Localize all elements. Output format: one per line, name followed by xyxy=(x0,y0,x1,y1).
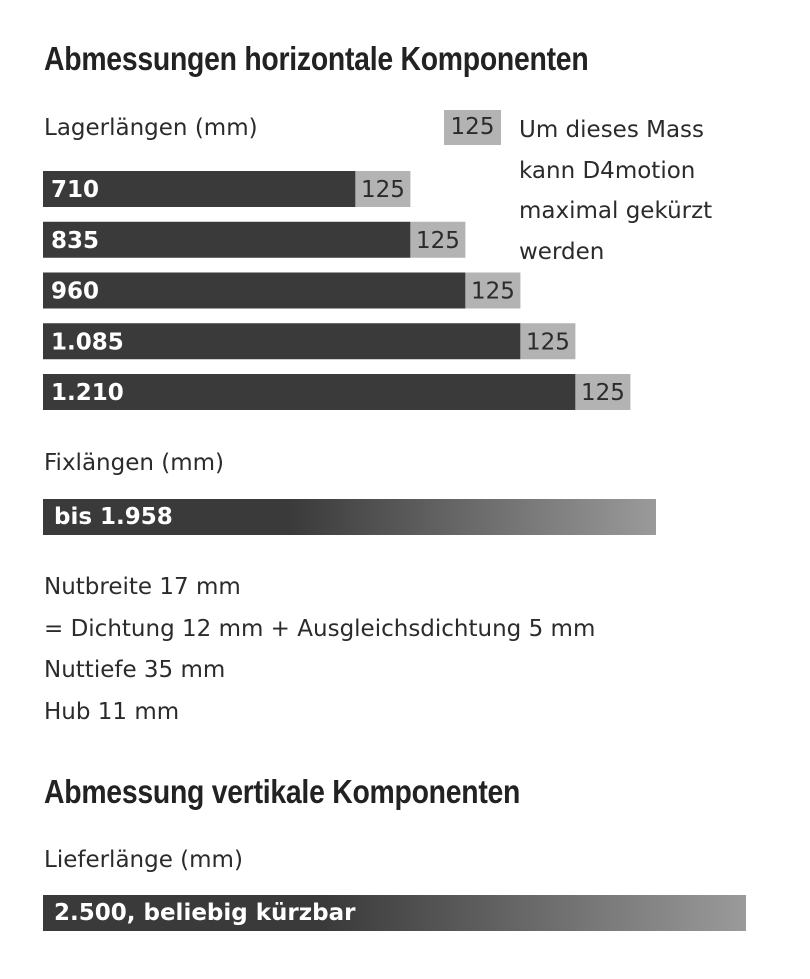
spec-line: Hub 11 mm xyxy=(44,698,180,725)
bar-length xyxy=(43,273,465,309)
lager-bar-chart xyxy=(0,0,810,430)
bar-length-label: 960 xyxy=(51,278,100,305)
bar-length-label: 1.085 xyxy=(51,329,124,356)
liefer-label: Lieferlänge (mm) xyxy=(44,847,243,873)
legend-chip: 125 xyxy=(444,110,501,145)
horizontal-section-title: Abmessungen horizontale Komponenten xyxy=(44,40,589,77)
specs-list xyxy=(44,567,595,733)
spec-line: Nutbreite 17 mm xyxy=(44,574,241,600)
fix-length-bar-text: bis 1.958 xyxy=(54,504,173,530)
legend-line: Um dieses Mass xyxy=(519,117,705,143)
bar-length-label: 835 xyxy=(51,227,100,254)
legend-line: werden xyxy=(519,238,605,265)
bar-cut-label: 125 xyxy=(525,329,570,356)
fix-length-bar xyxy=(43,499,656,535)
bar-cut-label: 125 xyxy=(470,278,515,305)
spec-line: = Dichtung 12 mm + Ausgleichsdichtung 5 mm xyxy=(44,615,596,642)
bar-cut-label: 125 xyxy=(415,227,460,254)
bar-cut-label: 125 xyxy=(360,177,405,203)
bar-length-label: 1.210 xyxy=(51,380,124,406)
lager-label: Lagerlängen (mm) xyxy=(44,115,258,141)
liefer-length-bar xyxy=(43,895,746,931)
spec-line: Nuttiefe 35 mm xyxy=(44,657,226,683)
bar-length-label: 710 xyxy=(51,177,100,203)
legend-line: maximal gekürzt xyxy=(519,198,713,224)
liefer-length-bar-text: 2.500, beliebig kürzbar xyxy=(54,900,356,926)
legend-line: kann D4motion xyxy=(519,157,696,184)
bar-cut-label: 125 xyxy=(580,380,625,406)
vertical-section-title: Abmessung vertikale Komponenten xyxy=(44,773,521,810)
fix-label: Fixlängen (mm) xyxy=(44,450,225,476)
